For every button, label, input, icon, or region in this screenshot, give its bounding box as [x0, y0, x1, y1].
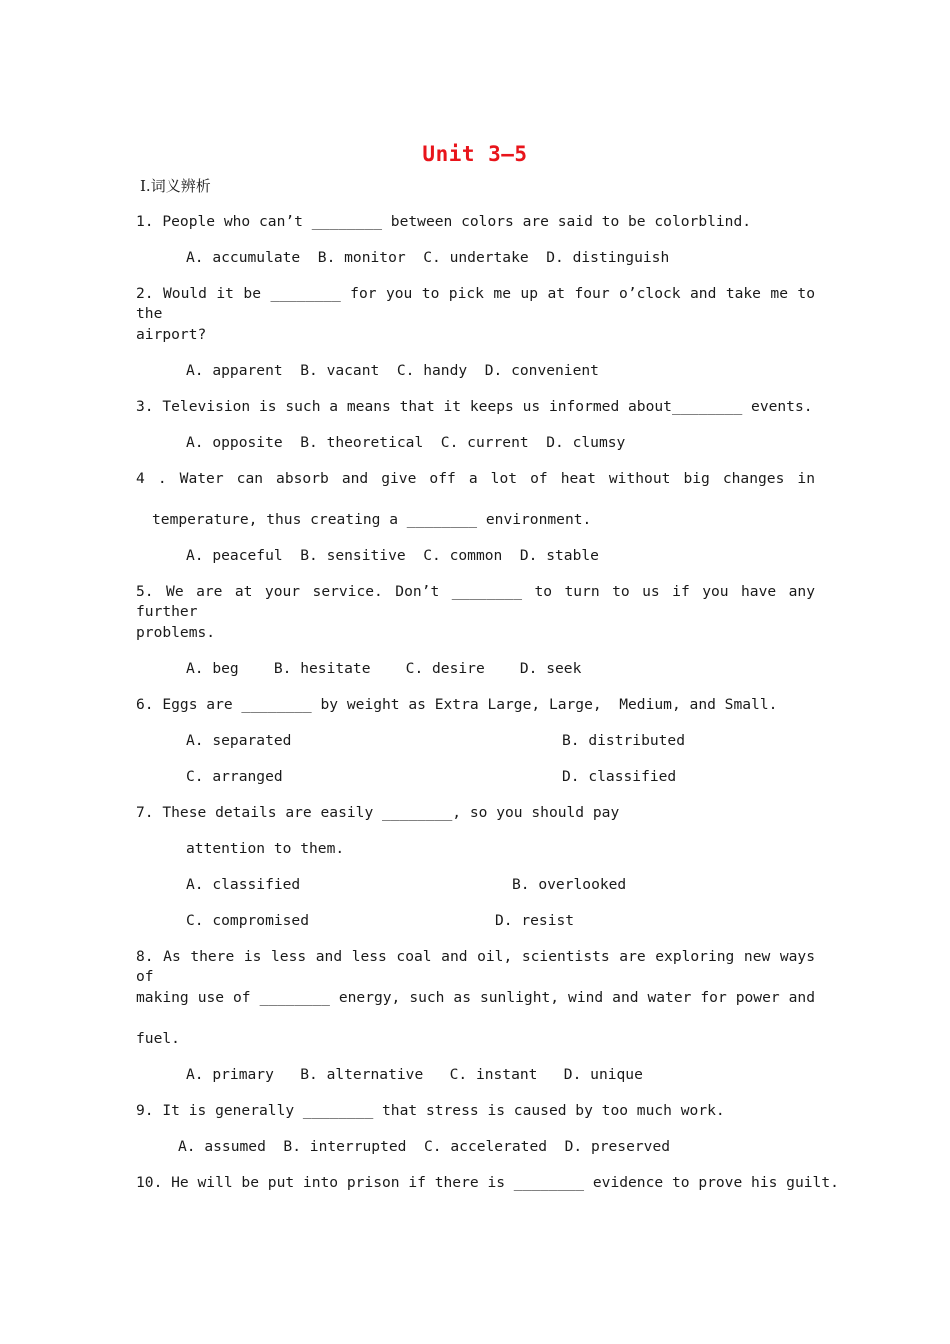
question-3-options: A. opposite B. theoretical C. current D. clumsy	[186, 434, 626, 451]
question-4-options: A. peaceful B. sensitive C. common D. stable	[186, 547, 599, 564]
question-8: 8. As there is less and less coal and oil, scientists are exploring new ways of	[136, 948, 815, 985]
question-2: 2. Would it be ________ for you to pick me up at four o’clock and take me to the	[136, 285, 815, 322]
question-7-option-c: C. compromised	[186, 912, 310, 929]
question-4-continued: temperature, thus creating a ________ environment.	[152, 511, 592, 528]
question-8-continued-2: fuel.	[136, 1030, 180, 1047]
question-10: 10. He will be put into prison if there is ________ evidence to prove his guilt.	[136, 1174, 839, 1191]
page-title: Unit 3—5	[422, 142, 528, 166]
question-7-option-d: D. resist	[495, 912, 575, 929]
question-4: 4 . Water can absorb and give off a lot of heat without big changes in	[136, 470, 815, 487]
question-1: 1. People who can’t ________ between colors are said to be colorblind.	[136, 213, 752, 230]
question-9: 9. It is generally ________ that stress is caused by too much work.	[136, 1102, 725, 1119]
question-8-continued: making use of ________ energy, such as sunlight, wind and water for power and	[136, 989, 815, 1006]
question-9-options: A. assumed B. interrupted C. accelerated D. preserved	[178, 1138, 671, 1155]
question-6-option-d: D. classified	[562, 768, 677, 785]
question-5-continued: problems.	[136, 624, 216, 641]
question-8-options: A. primary B. alternative C. instant D. unique	[186, 1066, 643, 1083]
question-7-continued: attention to them.	[186, 840, 345, 857]
question-7: 7. These details are easily ________, so you should pay	[136, 804, 620, 821]
question-6-option-c: C. arranged	[186, 768, 283, 785]
question-7-option-a: A. classified	[186, 876, 301, 893]
section-heading: Ⅰ.词义辨析	[140, 177, 211, 195]
question-2-continued: airport?	[136, 326, 207, 343]
question-5: 5. We are at your service. Don’t ________ to turn to us if you have any further	[136, 583, 815, 620]
question-7-option-b: B. overlooked	[512, 876, 627, 893]
question-6: 6. Eggs are ________ by weight as Extra Large, Large, Medium, and Small.	[136, 696, 778, 713]
question-6-option-b: B. distributed	[562, 732, 686, 749]
question-5-options: A. beg B. hesitate C. desire D. seek	[186, 660, 582, 677]
question-2-options: A. apparent B. vacant C. handy D. convenient	[186, 362, 599, 379]
question-3: 3. Television is such a means that it keeps us informed about________ events.	[136, 398, 813, 415]
question-6-option-a: A. separated	[186, 732, 292, 749]
question-1-options: A. accumulate B. monitor C. undertake D. distinguish	[186, 249, 670, 266]
